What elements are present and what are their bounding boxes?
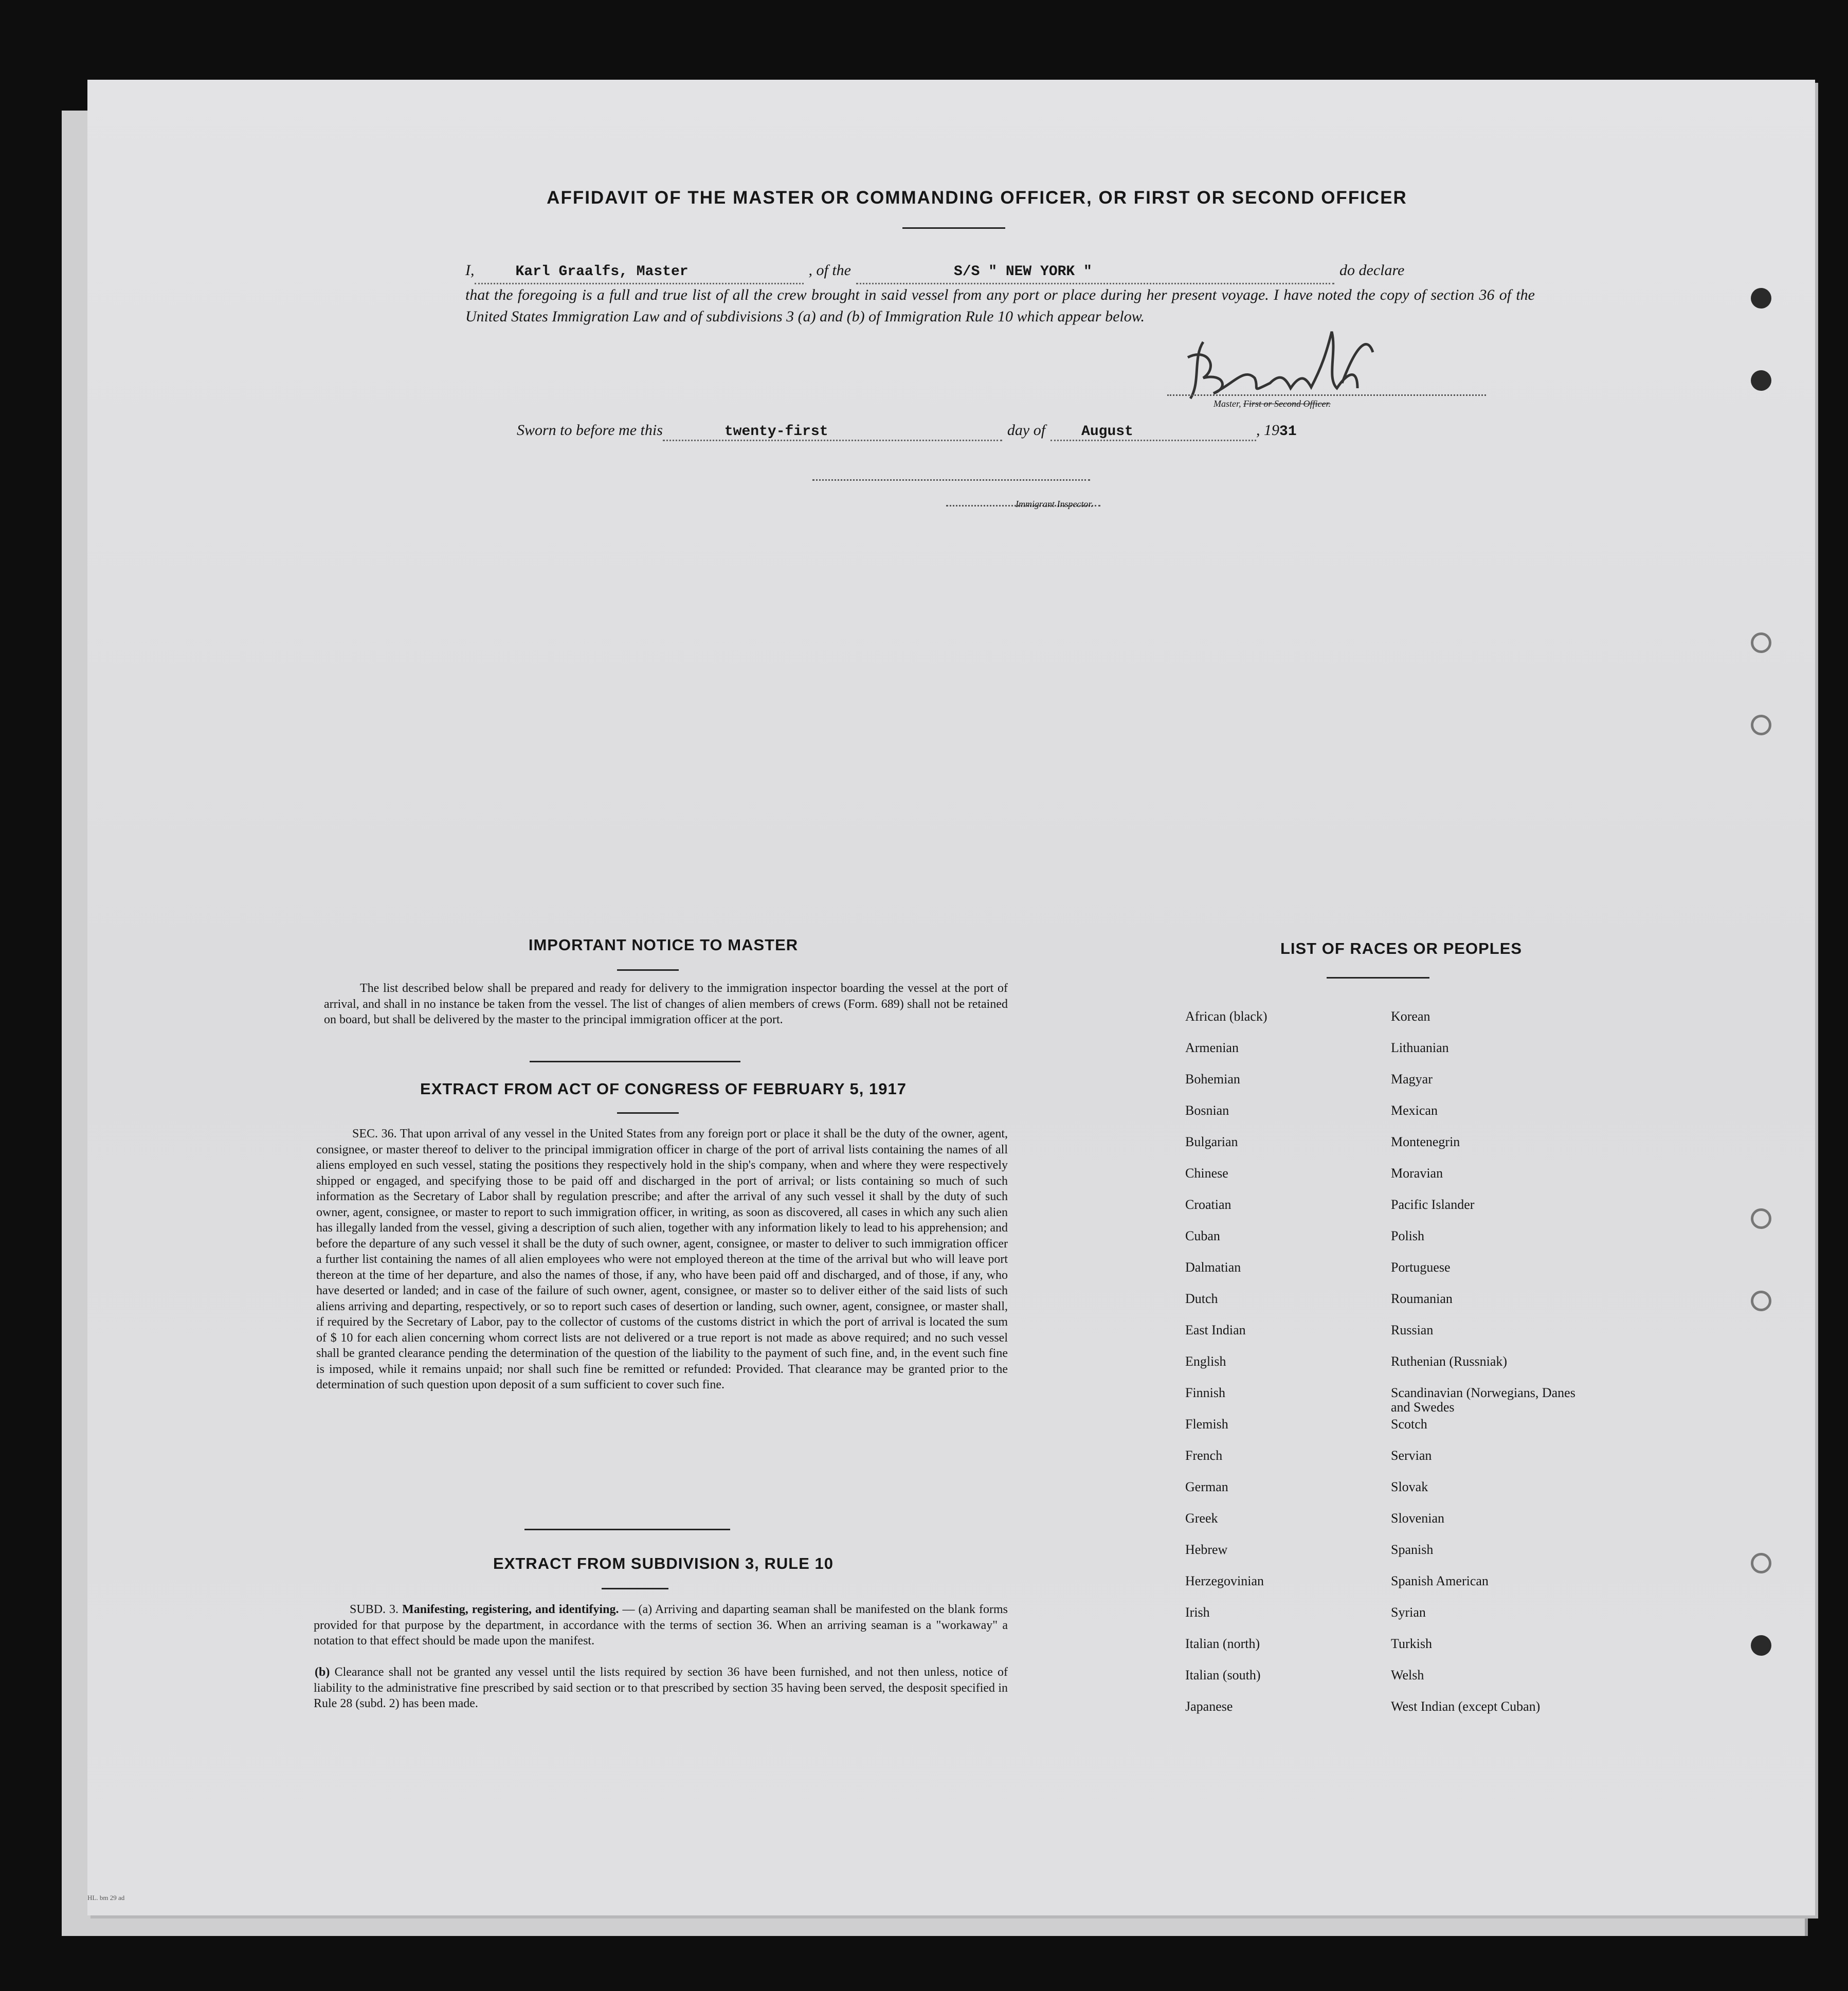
race-item: Bulgarian (1185, 1134, 1238, 1149)
rule-para-a (314, 1602, 1008, 1649)
race-item: Slovenian (1391, 1511, 1444, 1526)
race-item: Irish (1185, 1605, 1210, 1620)
subd-heading: Manifesting, registering, and identifying. (402, 1603, 619, 1616)
race-item: Scotch (1391, 1417, 1427, 1432)
sworn-day: twenty-first (663, 424, 1002, 441)
race-item: Scandinavian (Norwegians, Danes and Swedes (1391, 1385, 1575, 1415)
race-item: Dutch (1185, 1291, 1218, 1306)
race-item: Spanish (1391, 1542, 1434, 1557)
para-b-lead: (b) (315, 1666, 330, 1679)
race-item: English (1185, 1354, 1226, 1369)
inspector-caption: Immigrant Inspector. (1016, 499, 1093, 509)
race-item: Greek (1185, 1511, 1218, 1526)
caption-struck: First or Second Officer. (1243, 399, 1331, 409)
race-item: Lithuanian (1391, 1040, 1449, 1055)
act-rule (617, 1112, 679, 1114)
sworn-month: August (1050, 424, 1256, 441)
race-item: West Indian (except Cuban) (1391, 1699, 1541, 1714)
race-item: Slovak (1391, 1479, 1428, 1494)
sworn-day-of: day of (1007, 422, 1046, 439)
sworn-year: 31 (1279, 424, 1297, 440)
act-divider (524, 1529, 730, 1530)
race-item: Herzegovinian (1185, 1573, 1264, 1588)
race-item: Magyar (1391, 1072, 1433, 1087)
subd-para-b: Clearance shall not be granted any vessel until the lists required by section 36 have been furnished, and not then unless, notice of liability to the administrative fine prescribed by said section or to that prescribed by section 35 having been served, the desposit specified in Rule 28 (subd. 2) has been made. (314, 1666, 1008, 1710)
race-item: Armenian (1185, 1040, 1239, 1055)
punch-hole (1751, 1635, 1771, 1656)
signature-caption (1213, 399, 1331, 409)
affidavit-statement (465, 260, 1535, 328)
punch-hole (1751, 1291, 1771, 1311)
declaration-line (465, 260, 1535, 284)
race-item: Flemish (1185, 1417, 1228, 1432)
races-title: LIST OF RACES OR PEOPLES (1280, 939, 1523, 957)
race-item: Servian (1391, 1448, 1432, 1463)
subd-lead: SUBD. 3. (350, 1603, 399, 1616)
race-item: Syrian (1391, 1605, 1426, 1620)
race-item: Italian (north) (1185, 1636, 1260, 1651)
inspector-line (812, 479, 1090, 481)
caption-master: Master, (1213, 399, 1241, 409)
rule-para-b (314, 1664, 1008, 1712)
race-item: African (black) (1185, 1009, 1267, 1024)
race-item: Portuguese (1391, 1260, 1451, 1275)
notice-title: IMPORTANT NOTICE TO MASTER (528, 936, 799, 954)
master-name: Karl Graalfs, Master (475, 261, 804, 284)
race-item: Finnish (1185, 1385, 1226, 1400)
punch-hole (1751, 632, 1771, 653)
race-item: French (1185, 1448, 1223, 1463)
races-rule (1327, 977, 1429, 979)
rule-rule (602, 1588, 668, 1589)
race-item: Spanish American (1391, 1573, 1489, 1588)
notice-rule (617, 969, 679, 971)
race-item: Croatian (1185, 1197, 1231, 1212)
race-item: Korean (1391, 1009, 1430, 1024)
race-item: Ruthenian (Russniak) (1391, 1354, 1508, 1369)
race-item: Bohemian (1185, 1072, 1240, 1087)
subd-para-a: — (a) Arriving and daparting seaman shall be manifested on the blank forms provided for that purpose by the department, in accordance with the terms of section 36. When an arriving seaman is a "workaway" a notation to that effect should be made upon the manifest. (314, 1603, 1008, 1648)
sworn-prefix: Sworn to before me this (517, 422, 663, 439)
punch-hole (1751, 370, 1771, 391)
race-item: Japanese (1185, 1699, 1233, 1714)
race-item: Mexican (1391, 1103, 1438, 1118)
race-item: Dalmatian (1185, 1260, 1241, 1275)
declaration-suffix: do declare (1339, 262, 1405, 279)
punch-hole (1751, 715, 1771, 735)
act-text: SEC. 36. That upon arrival of any vessel in the United States from any foreign port or place it shall be the duty of the owner, agent, consignee, or master thereof to deliver to the principal immigration officer in charge of the port of arrival lists containing the names of all aliens employed en such vessel, stating the positions they respectively hold in the ship's company, when and where they were respectively shipped or engaged, and specifying those to be paid off and discharged in the port of arrival; or lists containing so much of such information as the Secretary of Labor shall by regulation prescribe; and after the arrival of any such vessel it shall by the duty of such owner, agent, consignee, or master to report to such immigration officer, in writing, as soon as discovered, all cases in which any such alien has illegally landed from the vessel, giving a description of such alien, together with any information likely to lead to his apprehension; and before the departure of any such vessel it shall be the duty of such owner, agent, consignee, or master to deliver to such immigration officer a further list containing the names of all alien employees who were not employed thereon at the time of the arrival but who will leave port thereon at the time of her departure, and also the names of those, if any, who have been paid off and discharged, and of those, if any, who have deserted or landed; and in case of the failure of such owner, agent, consignee, or master so to deliver either of the said lists of such aliens arriving and departing, respectively, or so to report such cases of desertion or landing, such owner, agent, consignee, or master shall, if required by the Secretary of Labor, pay to the collector of customs of the customs district in which the port of arrival is located the sum of $ 10 for each alien concerning whom correct lists are not delivered or a true report is not made as above required; and no such vessel shall be granted clearance pending the determination of the question of the liability to the payment of such fine, and, in the event such fine is imposed, while it remains unpaid; nor shall such fine be remitted or refunded: Provided. That clearance may be granted prior to the determination of such question upon deposit of a sum sufficient to cover such fine. (316, 1127, 1008, 1391)
affidavit-title: AFFIDAVIT OF THE MASTER OR COMMANDING OFFICER, OR FIRST OR SECOND OFFICER (547, 188, 1407, 208)
race-item: Pacific Islander (1391, 1197, 1475, 1212)
race-item: Montenegrin (1391, 1134, 1460, 1149)
races-left-column (1185, 1009, 1381, 1731)
race-item: Welsh (1391, 1668, 1424, 1682)
declaration-text: that the foregoing is a full and true list of all the crew brought in said vessel from any port or place during her present voyage. I have noted the copy of section 36 of the United States Immigration Law and of subdivisions 3 (a) and (b) of Immigration Rule 10 which appear below. (465, 286, 1535, 325)
declaration-of-the: , of the (808, 262, 851, 279)
form-code: HL. bm 29 ad (87, 1894, 125, 1902)
race-item: East Indian (1185, 1323, 1246, 1337)
declaration-prefix: I, (465, 262, 475, 279)
title-rule (902, 227, 1005, 229)
sworn-year-prefix: , 19 (1256, 422, 1280, 439)
act-title: EXTRACT FROM ACT OF CONGRESS OF FEBRUARY 5, 1917 (420, 1080, 907, 1098)
sworn-line (517, 422, 1297, 441)
race-item: Roumanian (1391, 1291, 1453, 1306)
punch-hole (1751, 1553, 1771, 1573)
race-item: Moravian (1391, 1166, 1443, 1181)
race-item: Hebrew (1185, 1542, 1228, 1557)
race-item: Cuban (1185, 1228, 1220, 1243)
notice-divider (530, 1061, 740, 1062)
punch-hole (1751, 1208, 1771, 1229)
vessel-name: S/S " NEW YORK " (856, 261, 1334, 284)
affidavit-page (87, 80, 1815, 1915)
races-right-column (1391, 1009, 1597, 1731)
signature-line (1167, 394, 1486, 396)
race-item: Italian (south) (1185, 1668, 1261, 1682)
race-item: Polish (1391, 1228, 1425, 1243)
rule-title: EXTRACT FROM SUBDIVISION 3, RULE 10 (493, 1554, 834, 1572)
race-item: Turkish (1391, 1636, 1432, 1651)
race-item: Bosnian (1185, 1103, 1229, 1118)
race-item: German (1185, 1479, 1228, 1494)
punch-hole (1751, 288, 1771, 309)
notice-text: The list described below shall be prepared and ready for delivery to the immigration inspector boarding the vessel at the port of arrival, and shall in no instance be taken from the vessel. The list of changes of alien members of crews (Form. 689) shall not be retained on board, but shall be delivered by the master to the principal immigration officer at the port. (324, 982, 1008, 1026)
race-item: Chinese (1185, 1166, 1228, 1181)
race-item: Russian (1391, 1323, 1434, 1337)
